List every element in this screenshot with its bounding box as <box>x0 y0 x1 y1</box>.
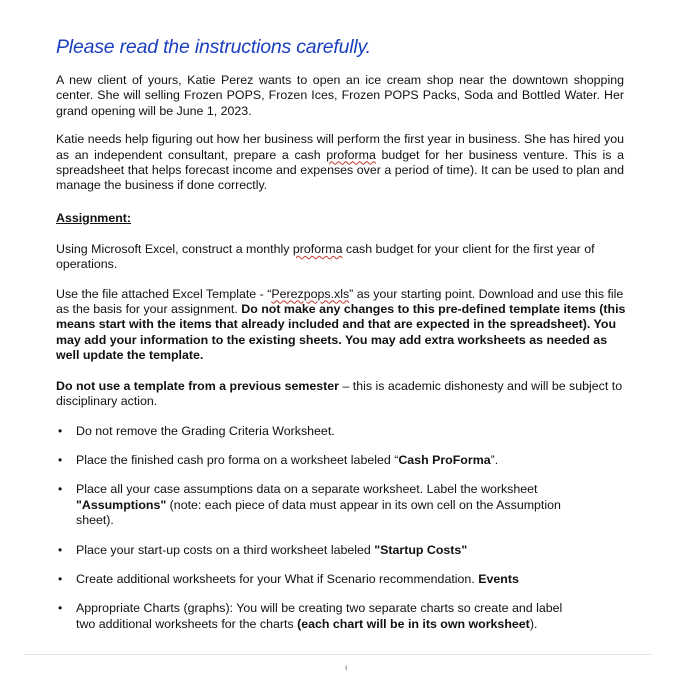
warning-paragraph <box>56 379 632 410</box>
list-item-what-if <box>56 572 632 587</box>
template-filename: Perezpops.xls <box>271 286 350 301</box>
warning-rest: – this is academic dishonesty and will be subject to disciplinary action. <box>56 378 623 409</box>
excel-paragraph <box>56 242 632 273</box>
excel-text-1: Using Microsoft Excel, construct a monthly <box>56 241 293 256</box>
context-paragraph <box>56 132 624 194</box>
template-text-2: ” as your starting point. Download and use this file as the basis for your assignment. <box>56 286 624 317</box>
list-item-text: (note: each piece of data must appear in its own cell on the Assumption sheet). <box>76 497 561 528</box>
list-item-startup-costs <box>56 543 632 558</box>
intro-paragraph: A new client of yours, Katie Perez wants to open an ice cream shop near the downtown shopping center. She will selling Frozen POPS, Frozen Ices, Frozen POPS Packs, Soda and Bottled Water. Her grand opening will be June 1, 2023. <box>56 73 624 118</box>
list-item-text: ). <box>529 616 538 631</box>
instructions-heading: Please read the instructions carefully. <box>56 36 371 58</box>
spellcheck-word-proforma: proforma <box>326 147 376 162</box>
excel-text-2: cash budget for your client for the first year of operations. <box>56 241 595 272</box>
context-text-2: budget for her business venture. This is a spreadsheet that helps forecast income and expenses over a period of time). It can be used to plan and manage the business if done correctly. <box>56 147 624 193</box>
list-item-bold: "Assumptions" <box>76 497 167 512</box>
list-item-text: Appropriate Charts (graphs): You will be creating two separate charts so create and label two additional worksheets for the charts <box>76 601 563 631</box>
list-item-bold: "Startup Costs" <box>374 542 468 557</box>
context-text-1: Katie needs help figuring out how her business will perform the first year in business. She has hired you as an independent consultant, prepare a cash <box>56 132 624 162</box>
page-divider <box>24 654 652 655</box>
list-item-charts <box>56 601 632 632</box>
list-item-bold: Cash ProForma <box>398 452 491 467</box>
template-bold-rules: Do not make any changes to this pre-defined template items (this means start with the items that already included and that are expected in the spreadsheet). You may add your information to the existing sheets. You may add extra worksheets as needed as well update the template. <box>56 302 626 363</box>
list-item-assumptions <box>56 482 632 528</box>
page-bottom-area <box>0 655 676 700</box>
list-item-cash-proforma <box>56 453 632 468</box>
assignment-heading: Assignment: <box>56 210 132 225</box>
list-item-bold: (each chart will be in its own worksheet <box>297 616 530 631</box>
list-item-text: ”. <box>490 452 499 467</box>
list-item-bold: Events <box>478 571 519 586</box>
requirements-list <box>56 424 632 633</box>
warning-bold: Do not use a template from a previous semester <box>56 378 340 393</box>
list-item-text: Place the finished cash pro forma on a worksheet labeled “ <box>76 452 399 467</box>
page-marker: ı <box>345 663 348 672</box>
template-paragraph <box>56 287 632 364</box>
list-item-grading <box>56 424 632 439</box>
list-item-text: Do not remove the Grading Criteria Worksheet. <box>76 423 335 438</box>
list-item-text: Create additional worksheets for your What if Scenario recommendation. <box>76 571 479 586</box>
spellcheck-word-proforma-2: proforma <box>292 241 343 256</box>
list-item-text: Place all your case assumptions data on a separate worksheet. Label the worksheet <box>76 482 538 497</box>
template-text-1: Use the file attached Excel Template - “ <box>56 286 272 301</box>
document-page <box>56 36 632 646</box>
list-item-text: Place your start-up costs on a third worksheet labeled <box>76 542 375 557</box>
